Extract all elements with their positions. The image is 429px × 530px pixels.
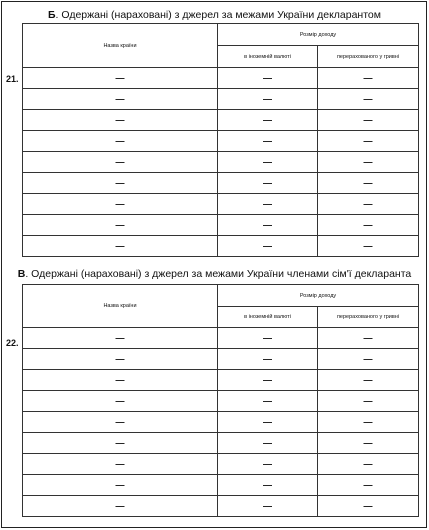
cell-foreign[interactable] <box>218 433 318 454</box>
col-uah-header: перерахованого у гривні <box>318 46 419 68</box>
cell-country[interactable] <box>23 194 218 215</box>
cell-uah[interactable] <box>318 152 419 173</box>
handwritten-dash: — <box>263 199 272 209</box>
handwritten-dash: — <box>115 417 125 427</box>
handwritten-dash: — <box>363 480 373 490</box>
cell-country[interactable] <box>23 370 218 391</box>
cell-foreign[interactable] <box>218 110 318 131</box>
handwritten-dash: — <box>115 73 125 83</box>
cell-foreign[interactable] <box>218 496 318 517</box>
handwritten-dash: — <box>115 136 125 146</box>
handwritten-dash: — <box>115 115 125 125</box>
handwritten-dash: — <box>263 375 272 385</box>
cell-country[interactable] <box>23 349 218 370</box>
cell-country[interactable] <box>23 433 218 454</box>
handwritten-dash: — <box>263 136 272 146</box>
handwritten-dash: — <box>363 333 373 343</box>
handwritten-dash: — <box>363 354 373 364</box>
cell-uah[interactable] <box>318 194 419 215</box>
table-row <box>23 370 419 391</box>
handwritten-dash: — <box>263 115 272 125</box>
cell-uah[interactable] <box>318 68 419 89</box>
cell-foreign[interactable] <box>218 328 318 349</box>
cell-uah[interactable] <box>318 173 419 194</box>
handwritten-dash: — <box>263 438 272 448</box>
handwritten-dash: — <box>363 178 373 188</box>
handwritten-dash: — <box>363 157 373 167</box>
cell-uah[interactable] <box>318 110 419 131</box>
cell-foreign[interactable] <box>218 475 318 496</box>
cell-country[interactable] <box>23 454 218 475</box>
handwritten-dash: — <box>115 178 125 188</box>
table-row <box>23 194 419 215</box>
section-b-title: Б. Одержані (нараховані) з джерел за межами України декларантом <box>48 9 381 21</box>
handwritten-dash: — <box>363 73 373 83</box>
handwritten-dash: — <box>115 396 125 406</box>
handwritten-dash: — <box>263 178 272 188</box>
col-foreign-header: в іноземній валюті <box>218 46 318 68</box>
cell-country[interactable] <box>23 328 218 349</box>
handwritten-dash: — <box>263 157 272 167</box>
handwritten-dash: — <box>115 333 125 343</box>
cell-country[interactable] <box>23 475 218 496</box>
cell-uah[interactable] <box>318 454 419 475</box>
section-v-title: В. Одержані (нараховані) з джерел за межами України членами сім'ї декларанта <box>17 268 412 280</box>
table-row <box>23 412 419 433</box>
handwritten-dash: — <box>115 241 125 251</box>
table-row <box>23 433 419 454</box>
table-row <box>23 215 419 236</box>
handwritten-dash: — <box>115 459 125 469</box>
cell-uah[interactable] <box>318 89 419 110</box>
cell-uah[interactable] <box>318 236 419 257</box>
handwritten-dash: — <box>263 94 272 104</box>
handwritten-dash: — <box>363 417 373 427</box>
table-row <box>23 454 419 475</box>
cell-foreign[interactable] <box>218 89 318 110</box>
handwritten-dash: — <box>363 375 373 385</box>
handwritten-dash: — <box>115 375 125 385</box>
handwritten-dash: — <box>115 438 125 448</box>
cell-foreign[interactable] <box>218 68 318 89</box>
handwritten-dash: — <box>263 417 272 427</box>
cell-foreign[interactable] <box>218 349 318 370</box>
cell-uah[interactable] <box>318 496 419 517</box>
cell-foreign[interactable] <box>218 173 318 194</box>
handwritten-dash: — <box>115 354 125 364</box>
cell-uah[interactable] <box>318 433 419 454</box>
cell-foreign[interactable] <box>218 215 318 236</box>
col-country-header: Назва країни <box>23 285 218 328</box>
handwritten-dash: — <box>263 220 272 230</box>
table-row <box>23 68 419 89</box>
cell-foreign[interactable] <box>218 412 318 433</box>
cell-country[interactable] <box>23 236 218 257</box>
cell-foreign[interactable] <box>218 152 318 173</box>
section-v-number: 22. <box>6 338 19 348</box>
col-uah-header: перерахованого у гривні <box>318 307 419 328</box>
handwritten-dash: — <box>115 220 125 230</box>
handwritten-dash: — <box>263 333 272 343</box>
section-b-number: 21. <box>6 74 19 84</box>
cell-country[interactable] <box>23 110 218 131</box>
handwritten-dash: — <box>263 73 272 83</box>
cell-uah[interactable] <box>318 370 419 391</box>
section-v-table <box>22 284 419 517</box>
cell-uah[interactable] <box>318 391 419 412</box>
cell-uah[interactable] <box>318 349 419 370</box>
handwritten-dash: — <box>363 136 373 146</box>
handwritten-dash: — <box>363 241 373 251</box>
cell-country[interactable] <box>23 173 218 194</box>
cell-country[interactable] <box>23 68 218 89</box>
table-row <box>23 131 419 152</box>
handwritten-dash: — <box>363 438 373 448</box>
table-row <box>23 152 419 173</box>
handwritten-dash: — <box>263 396 272 406</box>
handwritten-dash: — <box>263 354 272 364</box>
cell-country[interactable] <box>23 152 218 173</box>
cell-foreign[interactable] <box>218 194 318 215</box>
col-country-header: Назва країни <box>23 24 218 68</box>
table-row <box>23 328 419 349</box>
cell-foreign[interactable] <box>218 131 318 152</box>
handwritten-dash: — <box>363 220 373 230</box>
handwritten-dash: — <box>115 94 125 104</box>
handwritten-dash: — <box>363 501 373 511</box>
table-row <box>23 349 419 370</box>
handwritten-dash: — <box>263 480 272 490</box>
cell-foreign[interactable] <box>218 391 318 412</box>
cell-uah[interactable] <box>318 475 419 496</box>
table-row <box>23 475 419 496</box>
table-row <box>23 391 419 412</box>
cell-country[interactable] <box>23 89 218 110</box>
section-b-table <box>22 23 419 257</box>
cell-country[interactable] <box>23 391 218 412</box>
col-income-header: Розмір доходу <box>218 24 419 46</box>
handwritten-dash: — <box>115 480 125 490</box>
table-row <box>23 89 419 110</box>
handwritten-dash: — <box>263 459 272 469</box>
cell-country[interactable] <box>23 215 218 236</box>
cell-country[interactable] <box>23 496 218 517</box>
handwritten-dash: — <box>115 157 125 167</box>
handwritten-dash: — <box>263 241 272 251</box>
handwritten-dash: — <box>363 115 373 125</box>
cell-country[interactable] <box>23 412 218 433</box>
handwritten-dash: — <box>363 199 373 209</box>
cell-foreign[interactable] <box>218 370 318 391</box>
handwritten-dash: — <box>115 501 125 511</box>
col-income-header: Розмір доходу <box>218 285 419 307</box>
cell-uah[interactable] <box>318 215 419 236</box>
cell-country[interactable] <box>23 131 218 152</box>
cell-uah[interactable] <box>318 412 419 433</box>
cell-uah[interactable] <box>318 328 419 349</box>
handwritten-dash: — <box>263 501 272 511</box>
table-row <box>23 236 419 257</box>
handwritten-dash: — <box>363 396 373 406</box>
table-row <box>23 496 419 517</box>
handwritten-dash: — <box>363 459 373 469</box>
table-row <box>23 173 419 194</box>
col-foreign-header: в іноземній валюті <box>218 307 318 328</box>
handwritten-dash: — <box>363 94 373 104</box>
handwritten-dash: — <box>115 199 125 209</box>
cell-uah[interactable] <box>318 131 419 152</box>
table-row <box>23 110 419 131</box>
cell-foreign[interactable] <box>218 236 318 257</box>
cell-foreign[interactable] <box>218 454 318 475</box>
